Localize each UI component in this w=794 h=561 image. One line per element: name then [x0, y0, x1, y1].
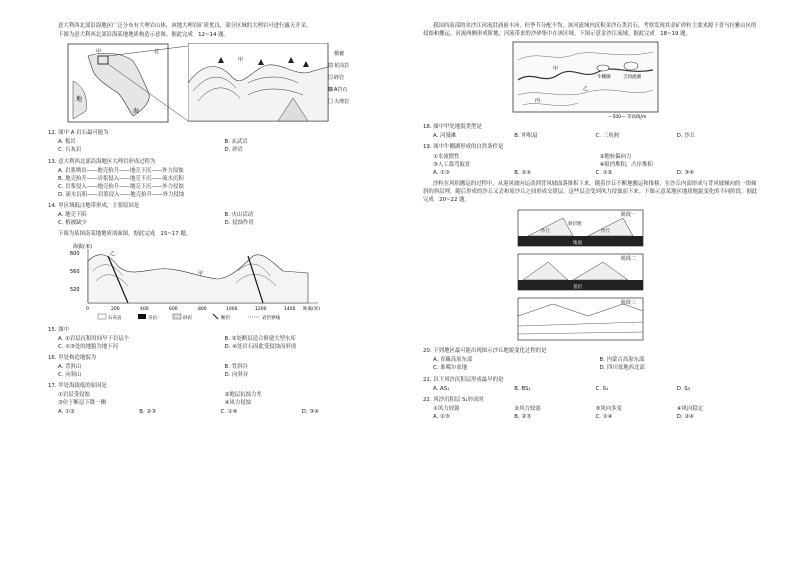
q18-option-b[interactable]: B. 冲积扇	[514, 133, 538, 140]
q17-statement-3: ③位于断层下降一侧	[58, 400, 106, 407]
q17-option-a[interactable]: A. ①②	[58, 408, 75, 415]
q22-statement-2: ②风力较弱	[514, 405, 541, 412]
intro-20-22: 沙粒在风积搬运的过程中，从迎风坡向运动到背风坡面落推积下来。随着沙丘不断地搬运和推移，在沙丘内部形成与背风坡倾向的一组倾斜的斜层理，随后形成的沙丘又会和原沙丘之间形成交错层，这些层会受到风力侵蚀而下来。下图示意某地区地质地貌变化的不同阶段。据此完成 20~22 题。	[423, 180, 758, 204]
q15-option-a[interactable]: A. ①岩层沉积时间早于岩层个	[58, 335, 130, 342]
q17-statement-1: ①岩层受侵蚀	[58, 392, 90, 399]
question-21-stem: 21. 以下风沙沉积层形成最早的是	[423, 376, 504, 383]
q22-option-a[interactable]: A. ①③	[433, 413, 450, 420]
question-18	[423, 123, 758, 140]
q22-option-c[interactable]: C. ①④	[595, 413, 613, 420]
q19-option-c[interactable]: C. ①②	[595, 169, 613, 176]
stage-1	[518, 210, 643, 246]
q20-option-a[interactable]: A. 青藏高原东部	[433, 357, 473, 364]
q22-option-b[interactable]: B. ②③	[514, 413, 532, 420]
q19-option-a[interactable]: A. ①③	[433, 169, 450, 176]
q14-option-a[interactable]: A. 地壳下陷	[58, 212, 87, 219]
legend-rock-a: A岩石	[334, 87, 348, 94]
question-20-stem: 20. 下列地区最可能出现图示沙丘地貌变化过程的是	[423, 348, 547, 355]
stage-2	[518, 254, 643, 290]
q18-option-d[interactable]: D. 沙丘	[676, 133, 696, 140]
q16-option-a[interactable]: A. 背斜山	[58, 363, 82, 370]
q18-option-c[interactable]: C. 三角洲	[595, 133, 619, 140]
q17-option-d[interactable]: D. ③④	[301, 408, 319, 415]
q21-option-b[interactable]: B. BS₁	[514, 385, 531, 392]
legend-marble: 大理岩	[334, 99, 350, 106]
question-19-stem: 19. 图中牛棚湖形成的自然条件是	[423, 144, 504, 151]
q14-option-c[interactable]: C. 植被缺少	[58, 220, 87, 227]
profile-ylabel: 海拔(米)	[73, 243, 92, 250]
q16-option-d[interactable]: D. 向斜谷	[224, 372, 249, 379]
stage-2-label: 阶段二	[621, 256, 637, 263]
q19-statement-4: ④阻挡堆积，凸岸堆积	[599, 161, 653, 168]
profile-legend	[98, 314, 280, 321]
stage-3-label: 阶段三	[621, 300, 637, 307]
left-column	[48, 22, 383, 416]
q15-option-d[interactable]: D. ④处岩石因此受侵蚀而形成	[224, 343, 297, 350]
q19-statement-1: ①水流惯性	[433, 153, 460, 160]
question-14	[48, 202, 383, 227]
question-21	[423, 376, 758, 393]
legend-sandstone: 砂岩	[334, 75, 345, 82]
sea-label: 海	[133, 108, 140, 116]
ytick-560: 560	[70, 268, 80, 275]
stage-1-ground: 地面	[573, 241, 582, 247]
ytick-520: 520	[70, 286, 80, 293]
stage-1-dune-a: 沙丘	[541, 229, 550, 235]
north-label: 北	[154, 49, 160, 56]
q16-option-b[interactable]: B. 背斜谷	[224, 363, 248, 370]
xtick-200: 200	[111, 306, 120, 312]
q17-statement-4: ④风力侵蚀	[224, 400, 251, 407]
q22-option-d[interactable]: D. ②④	[676, 413, 694, 420]
legend-boundary: 岩层界线	[262, 315, 280, 321]
question-13-stem: 13. 意大利西北部沿海地区大理岩形成过程为	[48, 158, 156, 165]
xtick-800: 800	[198, 306, 207, 312]
q19-option-b[interactable]: B. ②④	[514, 169, 532, 176]
land-label: 地	[76, 96, 83, 104]
legend-granite: 花岗岩	[334, 63, 350, 70]
q22-statement-4: ④风向稳定	[676, 405, 704, 412]
profile-xlabel: 距离(米)	[303, 306, 321, 312]
question-18-stem: 18. 图中甲处地貌类型是	[423, 124, 482, 131]
question-15	[48, 326, 383, 351]
geology-figure-1	[48, 41, 383, 126]
q14-option-b[interactable]: B. 火山活动	[224, 212, 254, 219]
q19-option-d[interactable]: D. ③④	[676, 169, 694, 176]
jia-label-section: 甲	[238, 57, 244, 64]
question-13	[48, 158, 383, 200]
jia-label: 甲	[96, 49, 102, 56]
cross-section	[188, 43, 378, 123]
profile-yi: 乙	[110, 250, 116, 257]
q19-statement-3: ③人工裁弯取直	[433, 161, 471, 168]
q13-option-d[interactable]: D. 流水沉积——岩浆侵入——地壳抬升——外力侵蚀	[58, 191, 185, 198]
question-22	[423, 396, 758, 421]
question-14-stem: 14. 甲区域低洼地带形成，主要原因是	[48, 203, 140, 210]
stage-1-crossbed: 斜层理	[568, 222, 582, 228]
profile-xticks	[86, 305, 320, 312]
q20-option-c[interactable]: C. 准噶尔盆地	[433, 365, 468, 372]
q12-option-d[interactable]: D. 砂岩	[224, 147, 243, 154]
q15-option-b[interactable]: B. ②处断层适合修建大型水库	[224, 335, 296, 342]
q13-option-c[interactable]: C. 岩浆侵入——地壳抬升——地壳下沉——外力侵蚀	[58, 183, 184, 190]
river-map-figure	[423, 40, 758, 120]
q16-option-c[interactable]: C. 向斜山	[58, 372, 82, 379]
xtick-1200: 1200	[255, 306, 267, 312]
xtick-400: 400	[140, 306, 149, 312]
question-17	[48, 382, 383, 415]
map-label-bing: 丙	[535, 98, 541, 105]
intro-18-19: 我国西南部的金沙江河流洪涌量丰沛，但季节分配不均，该河流域内沉积金沙石类岩石，考察发现其金矿砂粒主要来源于喜马拉雅山区的侵蚀和搬运。河流两侧形成阶地，河流带来的沙砂集中在该区域。下图示意金沙江流域。据此完成 18~19 题。	[423, 23, 757, 38]
q13-option-b[interactable]: B. 地壳抬升——岩浆侵入——地壳下沉——流水沉积	[58, 175, 184, 182]
q15-option-c[interactable]: C. ①③处的地貌为地下河	[58, 343, 118, 350]
legend	[329, 50, 350, 105]
map-label-lake: 吉同流湖	[623, 75, 641, 81]
instruction-15-17: 下图为某图南某地地质剖面图。据此完成 15~17 题。	[58, 231, 192, 238]
q22-statement-3: ③风向多变	[595, 405, 622, 412]
q21-option-d[interactable]: D. S₃	[676, 385, 690, 392]
q14-option-d[interactable]: D. 侵蚀作用	[224, 220, 254, 227]
stage-1-label: 阶段一	[621, 212, 637, 219]
map-label-town: 牛棚湖	[597, 75, 611, 81]
intro-12-14: 意大利西北部沿海地区广泛分布有大理岩山体，该地大理岩矿质优良，部分区域的大理岩可进行露天开采。	[58, 23, 312, 29]
xtick-0: 0	[86, 306, 89, 312]
question-22-stem: 22. 风沙沉积层 S₁形成时	[423, 396, 484, 403]
dune-stages-figure	[423, 206, 758, 344]
question-15-stem: 15. 图中	[48, 326, 70, 333]
q17-statement-2: ②地层抗蚀力差	[224, 392, 262, 399]
xtick-1400: 1400	[284, 306, 296, 312]
question-16	[48, 354, 383, 379]
map-label-yi: 乙	[583, 86, 589, 93]
instruction-12-14: 下图为意大利西北部沿海某地地质构造示意图。据此完成 12~14 题。	[58, 32, 229, 39]
ytick-600: 600	[70, 250, 80, 257]
q17-option-c[interactable]: C. ①④	[220, 408, 238, 415]
question-16-stem: 16. 甲处构造地貌为	[48, 354, 97, 361]
question-19	[423, 143, 758, 176]
contour-legend: —500— 等高线/m	[608, 115, 647, 121]
legend-sandstone: 砂岩	[183, 315, 192, 321]
question-12	[48, 129, 383, 154]
question-17-stem: 17. 甲处海拔低的原因是	[48, 383, 107, 390]
map-label-jia: 甲	[553, 66, 559, 73]
right-column	[423, 22, 758, 421]
q12-option-a[interactable]: A. 板岩	[58, 139, 76, 146]
question-12-stem: 12. 图中 A 岩石最可能为	[48, 130, 109, 137]
q22-statement-1: ①风力较强	[433, 405, 460, 412]
legend-limestone: 石灰岩	[108, 315, 122, 321]
legend-shale: 页岩	[148, 315, 157, 321]
q12-option-c[interactable]: C. 石灰岩	[58, 147, 82, 154]
q21-option-a[interactable]: A. AS₁	[433, 385, 450, 392]
q13-option-a[interactable]: A. 岩浆喷出——地壳抬升——地壳下沉——外力侵蚀	[58, 167, 184, 174]
q21-option-c[interactable]: C. S₁	[595, 385, 609, 392]
profile-figure	[48, 241, 383, 323]
q12-option-b[interactable]: B. 玄武岩	[224, 139, 248, 146]
q20-option-b[interactable]: B. 内蒙古高原东部	[599, 357, 645, 364]
legend-vegetation: 植被	[334, 51, 345, 58]
profile-jia: 甲	[198, 270, 204, 277]
stage-2-base: 基层	[573, 285, 582, 291]
q19-statement-2: ②地转偏向力	[599, 153, 632, 160]
xtick-600: 600	[169, 306, 178, 312]
stage-3	[518, 298, 643, 340]
q18-option-a[interactable]: A. 河漫滩	[433, 133, 457, 140]
xtick-1000: 1000	[226, 306, 238, 312]
q20-option-d[interactable]: D. 四川盆地西北部	[599, 365, 645, 372]
stage-1-dune-b: 沙丘	[601, 229, 610, 235]
legend-fault: 断层	[221, 315, 230, 321]
question-20	[423, 347, 758, 372]
q17-option-b[interactable]: B. ②③	[139, 408, 157, 415]
